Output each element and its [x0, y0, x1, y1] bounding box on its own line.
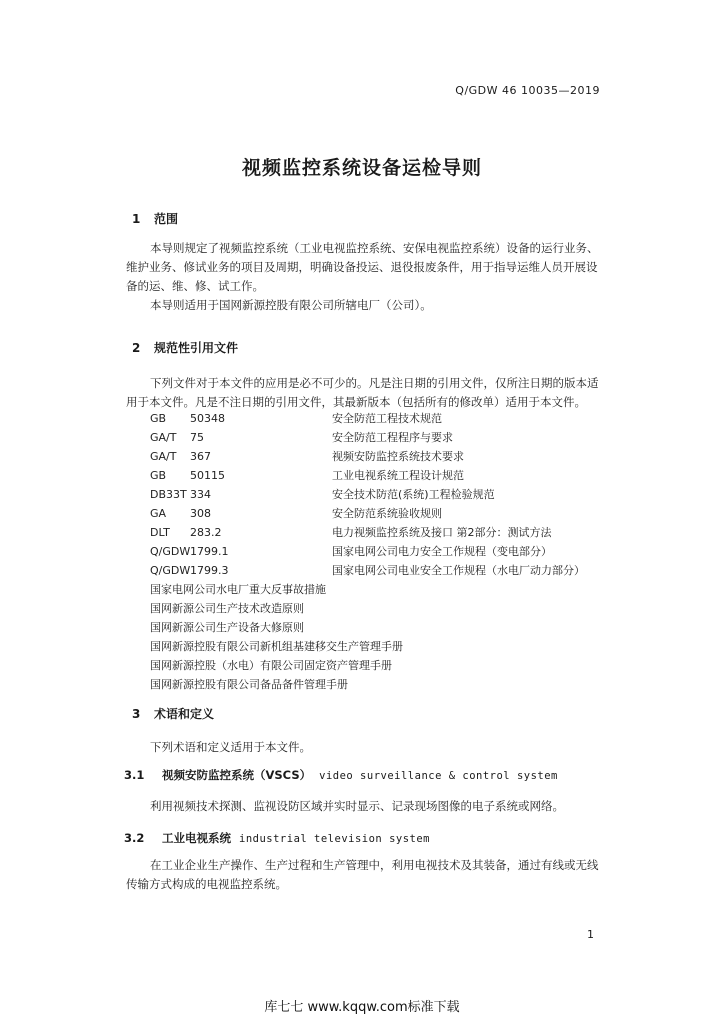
- section-1-heading: [132, 210, 178, 227]
- section-title: 规范性引用文件: [154, 341, 239, 355]
- ref-name: 工业电视系统工程设计规范: [332, 469, 464, 482]
- definition-term: 视频安防监控系统（VSCS）: [162, 768, 312, 782]
- paragraph: 下列术语和定义适用于本文件。: [150, 740, 311, 754]
- definition-3-2-heading: [124, 830, 430, 846]
- ref-number: 1799.3: [190, 564, 229, 577]
- definition-3-1-heading: [124, 767, 558, 783]
- reference-row: [150, 523, 610, 542]
- reference-row: [150, 504, 610, 523]
- section-number: 1: [132, 212, 141, 226]
- document-item: 国网新源公司生产技术改造原则: [150, 602, 304, 615]
- ref-code: GB: [150, 469, 167, 482]
- ref-number: 334: [190, 488, 211, 501]
- ref-name: 国家电网公司电业安全工作规程（水电厂动力部分）: [332, 564, 585, 577]
- definition-3-1-body: [126, 797, 600, 816]
- ref-code: GB: [150, 412, 167, 425]
- ref-code: DB33T: [150, 488, 187, 501]
- ref-number: 50348: [190, 412, 225, 425]
- definition-term-en: video surveillance & control system: [319, 770, 558, 782]
- document-item: 国网新源控股（水电）有限公司固定资产管理手册: [150, 659, 392, 672]
- reference-list: [150, 409, 610, 694]
- reference-row: [150, 561, 610, 580]
- reference-row: [150, 485, 610, 504]
- section-3-heading: [132, 705, 214, 722]
- document-item: 国网新源控股有限公司备品备件管理手册: [150, 678, 348, 691]
- ref-code: Q/GDW: [150, 564, 191, 577]
- footer-watermark: 库七七 www.kqqw.com标准下载: [264, 1000, 460, 1015]
- standard-code: Q/GDW 46 10035—2019: [455, 84, 600, 97]
- ref-number: 283.2: [190, 526, 222, 539]
- definition-term: 工业电视系统: [162, 831, 231, 845]
- ref-name: 安全防范工程技术规范: [332, 412, 442, 425]
- paragraph: 利用视频技术探测、监视设防区域并实时显示、记录现场图像的电子系统或网络。: [150, 799, 564, 813]
- section-number: 3: [132, 707, 141, 721]
- ref-number: 50115: [190, 469, 225, 482]
- ref-code: GA: [150, 507, 167, 520]
- ref-number: 75: [190, 431, 204, 444]
- ref-name: 国家电网公司电力安全工作规程（变电部分）: [332, 545, 552, 558]
- ref-code: GA/T: [150, 450, 177, 463]
- reference-row: [150, 428, 610, 447]
- reference-row: [150, 409, 610, 428]
- page-number: 1: [587, 928, 594, 941]
- ref-name: 安全防范系统验收规则: [332, 507, 442, 520]
- section-number: 2: [132, 341, 141, 355]
- ref-name: 电力视频监控系统及接口 第2部分：测试方法: [332, 526, 552, 539]
- ref-code: DLT: [150, 526, 170, 539]
- definition-term-en: industrial television system: [239, 833, 431, 845]
- ref-number: 367: [190, 450, 211, 463]
- document-item: 国网新源控股有限公司新机组基建移交生产管理手册: [150, 640, 403, 653]
- ref-name: 视频安防监控系统技术要求: [332, 450, 464, 463]
- paragraph: 本导则规定了视频监控系统（工业电视监控系统、安保电视监控系统）设备的运行业务、维护业务、修试业务的项目及周期，明确设备投运、退役报废条件，用于指导运维人员开展设备的运、维、修、试工作。: [126, 241, 599, 293]
- reference-row: [150, 542, 610, 561]
- ref-number: 308: [190, 507, 211, 520]
- reference-row: [150, 466, 610, 485]
- document-title: 视频监控系统设备运检导则: [241, 157, 482, 179]
- document-item: 国网新源公司生产设备大修原则: [150, 621, 304, 634]
- section-2-intro: [126, 374, 600, 412]
- definition-3-2-body: [126, 856, 600, 894]
- ref-name: 安全技术防范(系统)工程检验规范: [332, 488, 495, 501]
- paragraph: 本导则适用于国网新源控股有限公司所辖电厂（公司）。: [150, 298, 432, 312]
- section-title: 范围: [154, 212, 179, 226]
- paragraph: 下列文件对于本文件的应用是必不可少的。凡是注日期的引用文件，仅所注日期的版本适用于本文件。凡是不注日期的引用文件，其最新版本（包括所有的修改单）适用于本文件。: [126, 376, 599, 409]
- paragraph: 在工业企业生产操作、生产过程和生产管理中，利用电视技术及其装备，通过有线或无线传输方式构成的电视监控系统。: [126, 858, 599, 891]
- reference-row: [150, 447, 610, 466]
- document-item: 国家电网公司水电厂重大反事故措施: [150, 583, 326, 596]
- section-1-body: [126, 239, 600, 315]
- section-2-heading: [132, 339, 238, 356]
- definition-number: 3.1: [124, 768, 145, 782]
- section-3-intro: [126, 738, 600, 757]
- ref-name: 安全防范工程程序与要求: [332, 431, 453, 444]
- ref-code: GA/T: [150, 431, 177, 444]
- definition-number: 3.2: [124, 831, 145, 845]
- section-title: 术语和定义: [154, 707, 215, 721]
- ref-number: 1799.1: [190, 545, 229, 558]
- ref-code: Q/GDW: [150, 545, 191, 558]
